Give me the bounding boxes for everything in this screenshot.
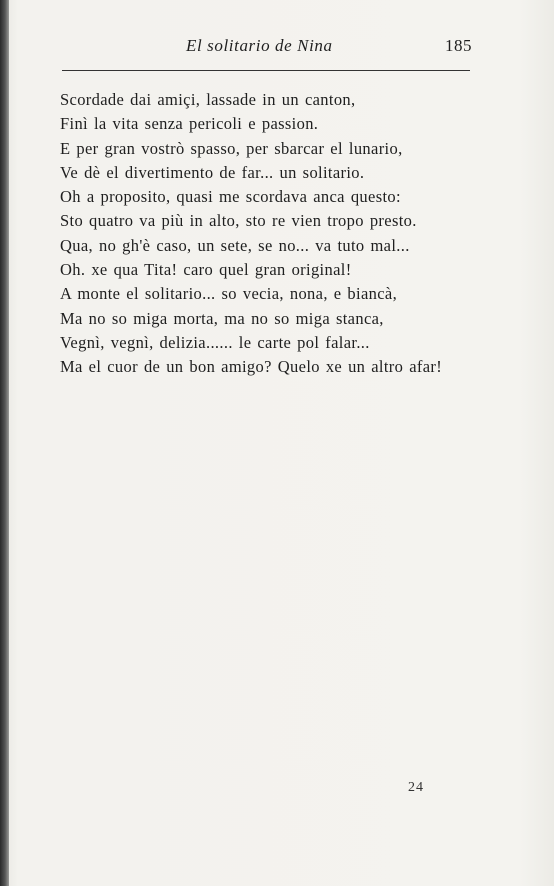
verse-line: Ma el cuor de un bon amigo? Quelo xe un altro afar! — [60, 357, 443, 377]
poem-verses — [60, 88, 480, 380]
verse-line: E per gran vostrò spasso, per sbarcar el lunario, — [60, 138, 403, 158]
page-number: 185 — [445, 36, 472, 55]
book-spine-edge — [0, 0, 9, 886]
verse-line: Ve dè el divertimento de far... un solitario. — [60, 162, 365, 182]
verse-line: A monte el solitario... so vecia, nona, e biancà, — [60, 284, 398, 304]
verse-line: Vegnì, vegnì, delizia...... le carte pol falar... — [60, 332, 370, 352]
header-rule — [62, 70, 470, 71]
verse-line: Finì la vita senza pericoli e passion. — [60, 114, 319, 134]
verse-line: Sto quatro va più in alto, sto re vien tropo presto. — [60, 211, 417, 231]
page-header — [60, 36, 472, 60]
running-title: El solitario de Nina — [186, 36, 333, 55]
verse-line: Qua, no gh'è caso, un sete, se no... va tuto mal... — [60, 235, 410, 255]
verse-line: Scordade dai amiçi, lassade in un canton, — [60, 90, 356, 109]
verse-line: Oh. xe qua Tita! caro quel gran original! — [60, 260, 352, 280]
verse-line: Oh a proposito, quasi me scordava anca questo: — [60, 187, 401, 207]
verse-line: Ma no so miga morta, ma no so miga stanca, — [60, 308, 384, 328]
signature-mark: 24 — [408, 780, 424, 795]
